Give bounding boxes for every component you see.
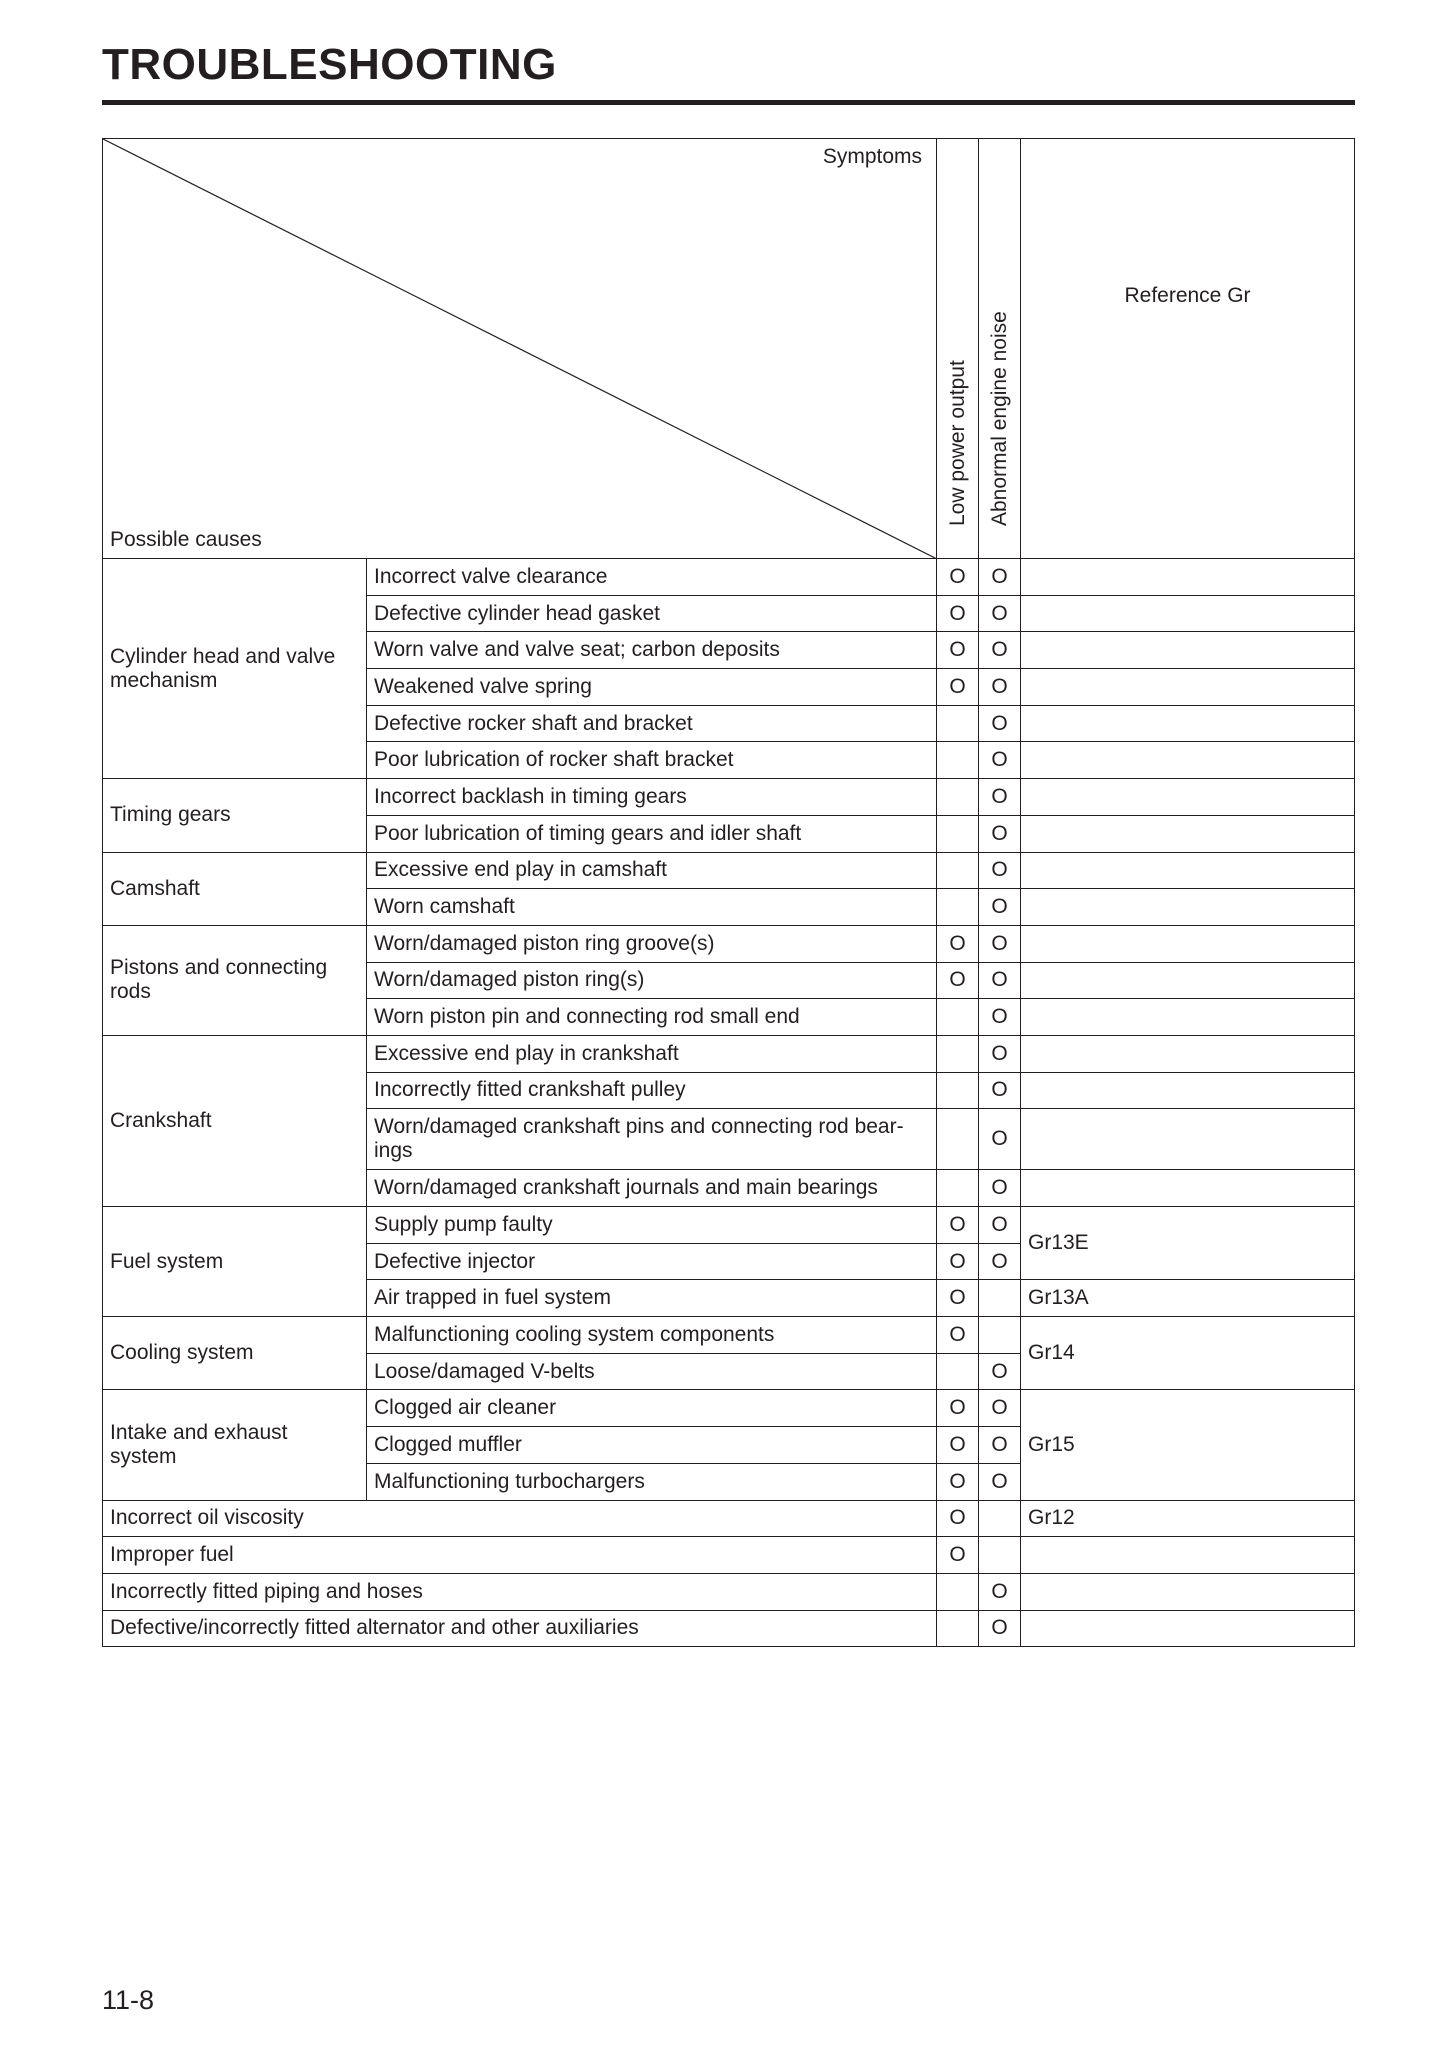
noise-mark: O (979, 669, 1021, 706)
noise-mark: O (979, 705, 1021, 742)
group-label: Crankshaft (103, 1035, 367, 1206)
low-power-mark (937, 1353, 979, 1390)
reference-cell (1021, 1109, 1355, 1170)
reference-cell (1021, 559, 1355, 596)
table-row (103, 559, 1355, 596)
col-header-noise (979, 139, 1021, 559)
group-label: Cooling system (103, 1317, 367, 1390)
cause-cell: Defective/incorrectly fitted alternator and other auxiliaries (103, 1610, 937, 1647)
reference-cell (1021, 852, 1355, 889)
noise-mark: O (979, 1170, 1021, 1207)
noise-mark: O (979, 889, 1021, 926)
table-row (103, 1317, 1355, 1354)
noise-mark: O (979, 1610, 1021, 1647)
low-power-mark: O (937, 1463, 979, 1500)
reference-cell: Gr12 (1021, 1500, 1355, 1537)
noise-mark (979, 1317, 1021, 1354)
header-corner-cell (103, 139, 937, 559)
low-power-mark: O (937, 1207, 979, 1244)
cause-cell: Improper fuel (103, 1537, 937, 1574)
cause-cell: Excessive end play in camshaft (367, 852, 937, 889)
table-row (103, 1610, 1355, 1647)
low-power-mark (937, 1610, 979, 1647)
noise-mark: O (979, 1390, 1021, 1427)
noise-mark: O (979, 632, 1021, 669)
cause-cell: Worn piston pin and connecting rod small end (367, 999, 937, 1036)
cause-cell: Incorrect valve clearance (367, 559, 937, 596)
reference-cell (1021, 1072, 1355, 1109)
noise-mark: O (979, 1573, 1021, 1610)
cause-cell: Defective injector (367, 1243, 937, 1280)
cause-cell: Worn/damaged piston ring groove(s) (367, 925, 937, 962)
header-diagonal-line (103, 139, 937, 559)
reference-cell (1021, 925, 1355, 962)
noise-mark: O (979, 925, 1021, 962)
cause-cell: Incorrect backlash in timing gears (367, 779, 937, 816)
low-power-mark: O (937, 669, 979, 706)
noise-mark: O (979, 1243, 1021, 1280)
reference-cell (1021, 962, 1355, 999)
reference-cell (1021, 669, 1355, 706)
low-power-label: Low power output (945, 360, 969, 526)
noise-mark: O (979, 815, 1021, 852)
low-power-mark (937, 1072, 979, 1109)
noise-mark: O (979, 1072, 1021, 1109)
reference-cell (1021, 1610, 1355, 1647)
reference-cell: Gr13A (1021, 1280, 1355, 1317)
group-label: Intake and exhaust system (103, 1390, 367, 1500)
noise-mark: O (979, 595, 1021, 632)
cause-cell: Weakened valve spring (367, 669, 937, 706)
troubleshooting-table (102, 138, 1355, 1647)
col-header-low-power (937, 139, 979, 559)
cause-cell: Worn/damaged piston ring(s) (367, 962, 937, 999)
reference-cell (1021, 779, 1355, 816)
title-rule (102, 100, 1355, 105)
cause-cell: Loose/damaged V-belts (367, 1353, 937, 1390)
group-label: Camshaft (103, 852, 367, 925)
reference-cell (1021, 1573, 1355, 1610)
low-power-mark: O (937, 632, 979, 669)
reference-cell (1021, 889, 1355, 926)
low-power-mark (937, 1573, 979, 1610)
reference-cell (1021, 815, 1355, 852)
cause-cell: Worn/damaged crankshaft pins and connecting rod bear-ings (367, 1109, 937, 1170)
low-power-mark (937, 1109, 979, 1170)
reference-cell: Gr14 (1021, 1317, 1355, 1390)
cause-cell: Defective rocker shaft and bracket (367, 705, 937, 742)
low-power-mark: O (937, 962, 979, 999)
table-row (103, 1500, 1355, 1537)
low-power-mark: O (937, 1280, 979, 1317)
cause-cell: Clogged muffler (367, 1427, 937, 1464)
low-power-mark (937, 742, 979, 779)
table-row (103, 925, 1355, 962)
noise-mark: O (979, 1035, 1021, 1072)
low-power-mark (937, 889, 979, 926)
noise-mark: O (979, 999, 1021, 1036)
group-label: Cylinder head and valve mechanism (103, 559, 367, 779)
low-power-mark (937, 999, 979, 1036)
low-power-mark (937, 779, 979, 816)
possible-causes-label: Possible causes (110, 528, 262, 551)
noise-mark: O (979, 1427, 1021, 1464)
reference-cell (1021, 1537, 1355, 1574)
low-power-mark (937, 852, 979, 889)
page-number: 11-8 (102, 1985, 155, 2015)
cause-cell: Air trapped in fuel system (367, 1280, 937, 1317)
table-row (103, 1207, 1355, 1244)
noise-mark: O (979, 1207, 1021, 1244)
table-row (103, 1035, 1355, 1072)
noise-mark: O (979, 559, 1021, 596)
cause-cell: Defective cylinder head gasket (367, 595, 937, 632)
reference-cell (1021, 1035, 1355, 1072)
noise-mark (979, 1537, 1021, 1574)
table-row (103, 852, 1355, 889)
low-power-mark (937, 1170, 979, 1207)
low-power-mark: O (937, 1427, 979, 1464)
cause-cell: Clogged air cleaner (367, 1390, 937, 1427)
reference-cell (1021, 742, 1355, 779)
noise-mark: O (979, 852, 1021, 889)
group-label: Fuel system (103, 1207, 367, 1317)
low-power-mark (937, 1035, 979, 1072)
cause-cell: Malfunctioning cooling system components (367, 1317, 937, 1354)
low-power-mark: O (937, 1390, 979, 1427)
noise-mark: O (979, 742, 1021, 779)
noise-mark (979, 1280, 1021, 1317)
cause-cell: Malfunctioning turbochargers (367, 1463, 937, 1500)
low-power-mark: O (937, 1317, 979, 1354)
cause-cell: Worn/damaged crankshaft journals and main bearings (367, 1170, 937, 1207)
low-power-mark: O (937, 1243, 979, 1280)
group-label: Timing gears (103, 779, 367, 852)
reference-cell (1021, 999, 1355, 1036)
table-row (103, 1573, 1355, 1610)
low-power-mark: O (937, 925, 979, 962)
page-title: TROUBLESHOOTING (102, 40, 557, 89)
noise-mark: O (979, 1463, 1021, 1500)
cause-cell: Worn camshaft (367, 889, 937, 926)
low-power-mark (937, 705, 979, 742)
noise-mark: O (979, 1109, 1021, 1170)
cause-cell: Excessive end play in crankshaft (367, 1035, 937, 1072)
table-header-row (103, 139, 1355, 559)
reference-cell: Gr15 (1021, 1390, 1355, 1500)
table-row (103, 1390, 1355, 1427)
reference-cell: Gr13E (1021, 1207, 1355, 1280)
cause-cell: Poor lubrication of timing gears and idler shaft (367, 815, 937, 852)
cause-cell: Poor lubrication of rocker shaft bracket (367, 742, 937, 779)
reference-cell (1021, 595, 1355, 632)
cause-cell: Incorrectly fitted crankshaft pulley (367, 1072, 937, 1109)
table-row (103, 1537, 1355, 1574)
symptoms-label: Symptoms (822, 145, 922, 168)
reference-label: Reference Gr (1124, 283, 1251, 307)
low-power-mark: O (937, 559, 979, 596)
col-header-reference (1021, 139, 1355, 559)
cause-cell: Supply pump faulty (367, 1207, 937, 1244)
reference-cell (1021, 705, 1355, 742)
noise-label: Abnormal engine noise (987, 311, 1011, 526)
low-power-mark: O (937, 1537, 979, 1574)
reference-cell (1021, 1170, 1355, 1207)
noise-mark: O (979, 779, 1021, 816)
cause-cell: Incorrect oil viscosity (103, 1500, 937, 1537)
low-power-mark: O (937, 1500, 979, 1537)
cause-cell: Worn valve and valve seat; carbon deposits (367, 632, 937, 669)
noise-mark: O (979, 962, 1021, 999)
table-row (103, 779, 1355, 816)
low-power-mark (937, 815, 979, 852)
group-label: Pistons and connecting rods (103, 925, 367, 1035)
low-power-mark: O (937, 595, 979, 632)
noise-mark (979, 1500, 1021, 1537)
reference-cell (1021, 632, 1355, 669)
noise-mark: O (979, 1353, 1021, 1390)
cause-cell: Incorrectly fitted piping and hoses (103, 1573, 937, 1610)
